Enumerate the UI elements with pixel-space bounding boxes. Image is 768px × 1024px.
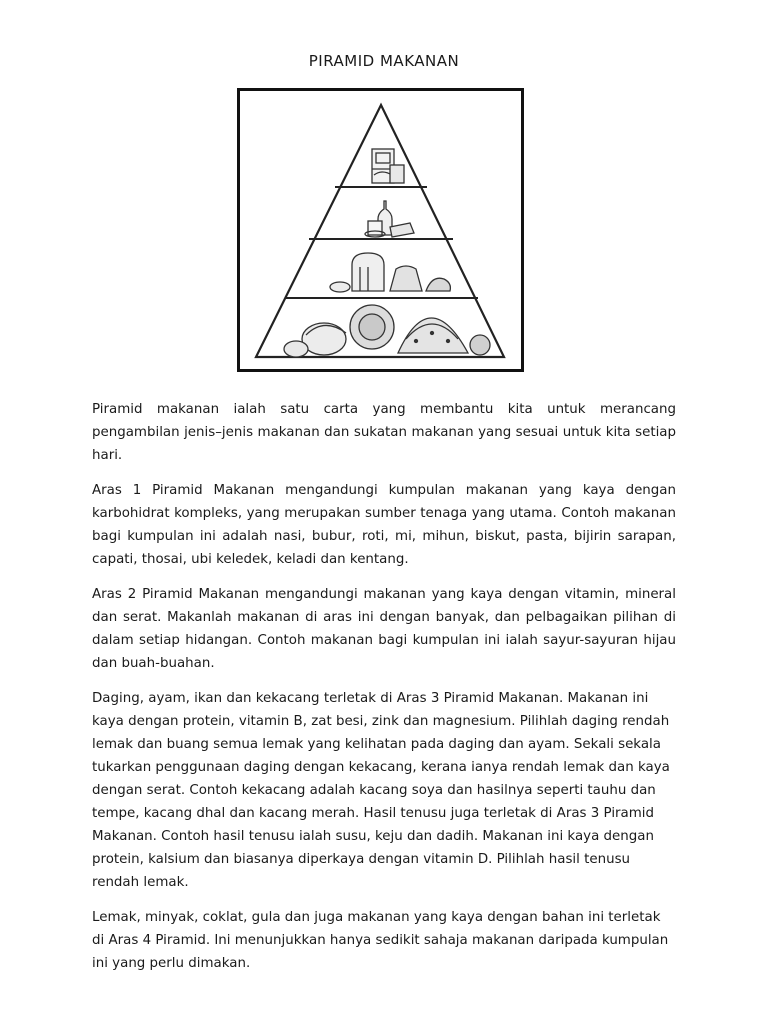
- paragraph-intro: Piramid makanan ialah satu carta yang membantu kita untuk merancang pengambilan jenis–jenis makanan dan sukatan makanan yang sesuai untuk kita setiap hari.: [92, 402, 676, 463]
- dairy-protein-icon: [365, 201, 414, 237]
- page-title: PIRAMID MAKANAN: [308, 52, 460, 70]
- sweets-icon: [372, 149, 404, 183]
- paragraph-level-2: Aras 2 Piramid Makanan mengandungi makanan yang kaya dengan vitamin, mineral dan serat. Makanlah makanan di aras ini dengan banyak, dan pelbagaikan pilihan di dalam setiap hidangan. Contoh makanan bagi kumpulan ini ialah sayur-sayuran hijau dan buah-buahan.: [92, 587, 676, 671]
- fruits-vegetables-icon: [284, 305, 490, 357]
- paragraph-level-1: Aras 1 Piramid Makanan mengandungi kumpulan makanan yang kaya dengan karbohidrat kompleks, yang merupakan sumber tenaga yang utama. Contoh makanan bagi kumpulan ini adalah nasi, bubur, roti, mi, mihun, biskut, pasta, bijirin sarapan, capati, thosai, ubi keledek, keladi dan kentang.: [92, 483, 676, 567]
- food-pyramid-icon: [240, 91, 521, 369]
- food-pyramid-figure: [237, 88, 524, 372]
- grains-icon: [330, 253, 450, 292]
- paragraph-level-4: Lemak, minyak, coklat, gula dan juga makanan yang kaya dengan bahan ini terletak di Aras 4 Piramid. Ini menunjukkan hanya sedikit sahaja makanan daripada kumpulan ini yang perlu dimakan.: [92, 910, 669, 971]
- paragraph-level-3: Daging, ayam, ikan dan kekacang terletak di Aras 3 Piramid Makanan. Makanan ini kaya dengan protein, vitamin B, zat besi, zink dan magnesium. Pilihlah daging rendah lemak dan buang semua lemak yang kelihatan pada daging dan ayam. Sekali sekala tukarkan penggunaan daging dengan kekacang, kerana ianya rendah lemak dan kaya dengan serat. Contoh kekacang adalah kacang soya dan hasilnya seperti tauhu dan tempe, kacang dhal dan kacang merah. Hasil tenusu juga terletak di Aras 3 Piramid Makanan. Contoh hasil tenusu ialah susu, keju dan dadih. Makanan ini kaya dengan protein, kalsium dan biasanya diperkaya dengan vitamin D. Pilihlah hasil tenusu rendah lemak.: [92, 691, 670, 890]
- body-text: [92, 398, 676, 987]
